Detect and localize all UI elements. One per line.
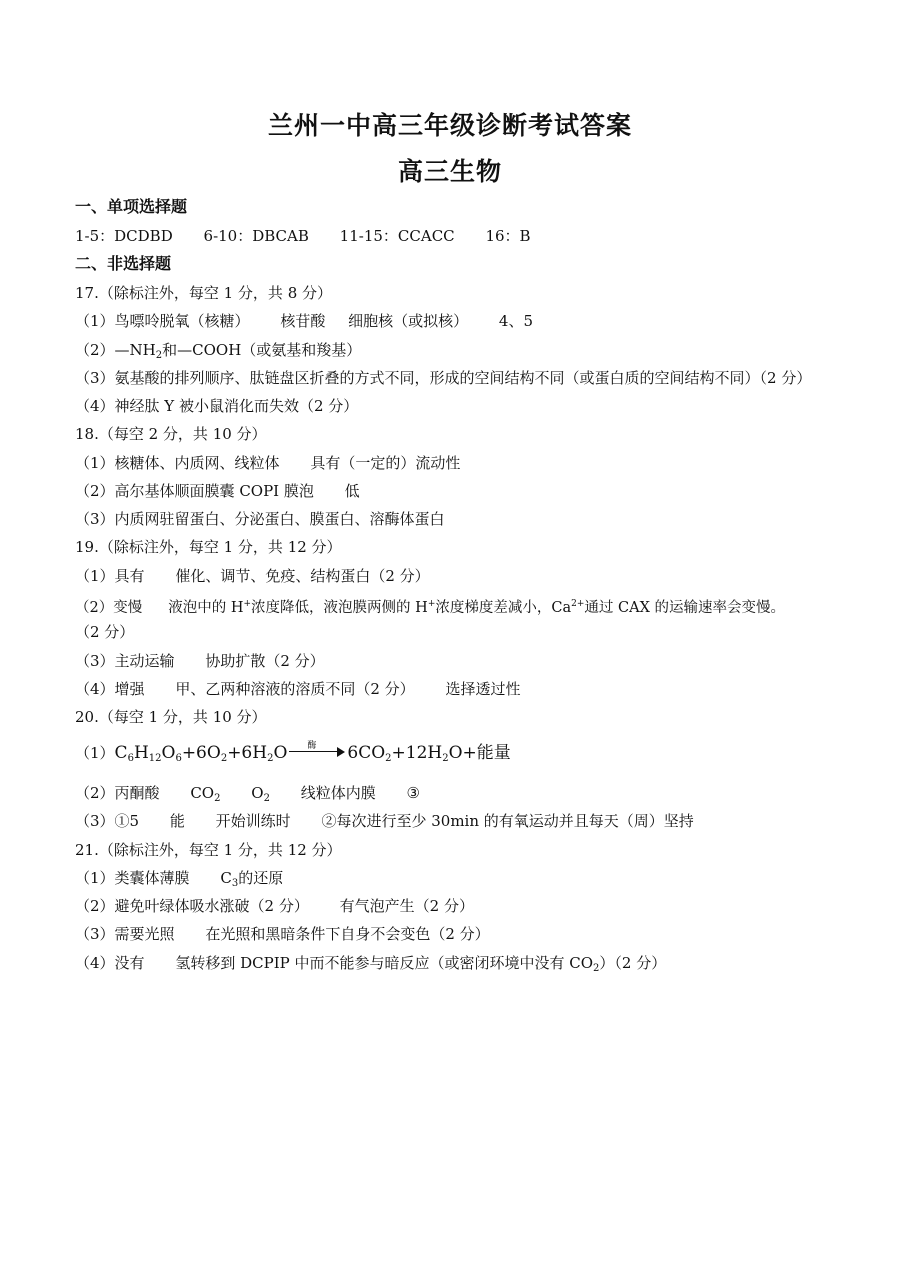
q21-part3-a: （3）需要光照 — [75, 925, 175, 943]
section-1-heading: 一、单项选择题 — [75, 197, 188, 216]
document-title: 兰州一中高三年级诊断考试答案 — [267, 111, 632, 140]
superscript: + — [427, 599, 436, 609]
q19-part3-b: 协助扩散（2 分） — [205, 652, 325, 670]
answers-1-5: 1-5：DCDBD — [75, 227, 173, 245]
q21-part4-c: ）（2 分） — [599, 954, 667, 972]
q20-part2-a: （2）丙酮酸 — [75, 784, 160, 802]
subscript: 2 — [267, 753, 274, 764]
q21-part2 — [75, 895, 474, 917]
subscript: 12 — [148, 753, 162, 764]
enzyme-label: 酶 — [307, 741, 317, 751]
eq-term: O — [161, 743, 176, 763]
q17-part3: （3）氨基酸的排列顺序、肽链盘区折叠的方式不同，形成的空间结构不同（或蛋白质的空间结构不同）（2 分） — [75, 369, 812, 387]
q19-part3 — [75, 650, 325, 672]
subscript: 2 — [442, 753, 449, 764]
q20-part2-d: 线粒体内膜 — [300, 784, 376, 802]
q20-part2-c: O — [251, 784, 264, 802]
q19-part1-a: （1）具有 — [75, 567, 145, 585]
superscript: + — [243, 599, 252, 609]
eq-term: O — [273, 743, 288, 763]
q18-header: 18.（每空 2 分，共 10 分） — [75, 425, 267, 443]
q20-part2-e: ③ — [406, 784, 420, 802]
q17-part2-a: （2）—NH — [75, 341, 156, 359]
section-1-answers — [75, 225, 531, 247]
subscript: 2 — [214, 793, 221, 804]
q17-part2 — [75, 339, 361, 367]
q20-part3-d: ②每次进行至少 30min 的有氧运动并且每天（周）坚持 — [321, 812, 694, 830]
q20-part3-b: 能 — [169, 812, 185, 830]
q18-part2-b: 低 — [344, 482, 360, 500]
q18-part1-a: （1）核糖体、内质网、线粒体 — [75, 454, 280, 472]
q20-part3 — [75, 810, 694, 832]
q19-part1-b: 催化、调节、免疫、结构蛋白（2 分） — [175, 567, 430, 585]
document-subtitle: 高三生物 — [397, 157, 502, 186]
q17-part1-a: （1）鸟嘌呤脱氧（核糖） — [75, 312, 250, 330]
q19-part4-b: 甲、乙两种溶液的溶质不同（2 分） — [175, 680, 415, 698]
q18-part1 — [75, 452, 460, 474]
subscript: 2 — [263, 793, 270, 804]
subscript: 6 — [127, 753, 134, 764]
q21-part2-b: 有气泡产生（2 分） — [339, 897, 474, 915]
q19-part2-b: 液泡中的 H — [168, 600, 244, 616]
section-2-heading: 二、非选择题 — [75, 254, 172, 273]
q21-part1-a: （1）类囊体薄膜 — [75, 869, 190, 887]
eq-term: +6H — [227, 743, 268, 763]
q17-header: 17.（除标注外，每空 1 分，共 8 分） — [75, 284, 333, 302]
q19-part4-c: 选择透过性 — [445, 680, 521, 698]
q20-part2-b: CO — [190, 784, 215, 802]
q17-part1-b: 核苷酸 — [280, 312, 326, 330]
q19-part3-a: （3）主动运输 — [75, 652, 175, 670]
q21-part3 — [75, 923, 490, 945]
superscript: 2+ — [571, 599, 585, 609]
q20-part1-equation — [75, 742, 511, 770]
q20-part2 — [75, 782, 420, 810]
q17-part1-c: 细胞核（或拟核） — [348, 312, 469, 330]
eq-term: +12H — [391, 743, 443, 763]
q19-part4-a: （4）增强 — [75, 680, 145, 698]
q19-part2-d: 浓度梯度差减小，Ca — [435, 600, 572, 616]
subscript: 2 — [155, 350, 163, 361]
q20-part3-a: （3）①5 — [75, 812, 140, 830]
answers-11-15: 11-15：CCACC — [339, 227, 455, 245]
q21-part3-b: 在光照和黑暗条件下自身不会变色（2 分） — [205, 925, 490, 943]
q20-header: 20.（每空 1 分，共 10 分） — [75, 708, 267, 726]
subscript: 3 — [231, 878, 239, 889]
q19-part2-c: 浓度降低，液泡膜两侧的 H — [251, 600, 428, 616]
subscript: 6 — [175, 753, 182, 764]
reaction-arrow-icon — [289, 741, 345, 757]
q21-part4-b: 氢转移到 DCPIP 中而不能参与暗反应（或密闭环境中没有 CO — [175, 954, 594, 972]
q21-part1-b: C — [220, 869, 232, 887]
q18-part1-b: 具有（一定的）流动性 — [310, 454, 461, 472]
subscript: 2 — [385, 753, 392, 764]
eq-term: +6O — [181, 743, 221, 763]
q21-part4 — [75, 952, 666, 980]
q19-part2-a: （2）变慢 — [75, 600, 143, 616]
q21-part4-a: （4）没有 — [75, 954, 145, 972]
q18-part2-a: （2）高尔基体顺面膜囊 COPI 膜泡 — [75, 482, 314, 500]
q17-part4: （4）神经肽 Y 被小鼠消化而失效（2 分） — [75, 397, 359, 415]
q18-part3: （3）内质网驻留蛋白、分泌蛋白、膜蛋白、溶酶体蛋白 — [75, 510, 445, 528]
answers-6-10: 6-10：DBCAB — [203, 227, 309, 245]
q21-part1-c: 的还原 — [238, 869, 284, 887]
q21-part2-a: （2）避免叶绿体吸水涨破（2 分） — [75, 897, 309, 915]
q20-part3-c: 开始训练时 — [215, 812, 291, 830]
eq-term: C — [114, 743, 128, 763]
q20-part1-prefix: （1） — [75, 744, 115, 762]
subscript: 2 — [593, 963, 600, 974]
q17-part1 — [75, 310, 533, 332]
eq-term: 6CO — [347, 743, 386, 763]
answer-16: 16：B — [485, 227, 531, 245]
eq-term: H — [133, 743, 149, 763]
q19-part2 — [75, 593, 785, 619]
q19-header: 19.（除标注外，每空 1 分，共 12 分） — [75, 538, 342, 556]
q17-part1-d: 4、5 — [498, 312, 534, 330]
q19-part2-e: 通过 CAX 的运输速率会变慢。 — [584, 600, 785, 616]
subscript: 2 — [220, 753, 228, 764]
q21-header: 21.（除标注外，每空 1 分，共 12 分） — [75, 841, 342, 859]
q19-part2-score: （2 分） — [75, 623, 135, 641]
q21-part1 — [75, 867, 283, 895]
q18-part2 — [75, 480, 360, 502]
q19-part1 — [75, 565, 430, 587]
q17-part2-b: 和—COOH（或氨基和羧基） — [162, 341, 362, 359]
q19-part4 — [75, 678, 520, 700]
eq-term: O+能量 — [448, 743, 511, 763]
